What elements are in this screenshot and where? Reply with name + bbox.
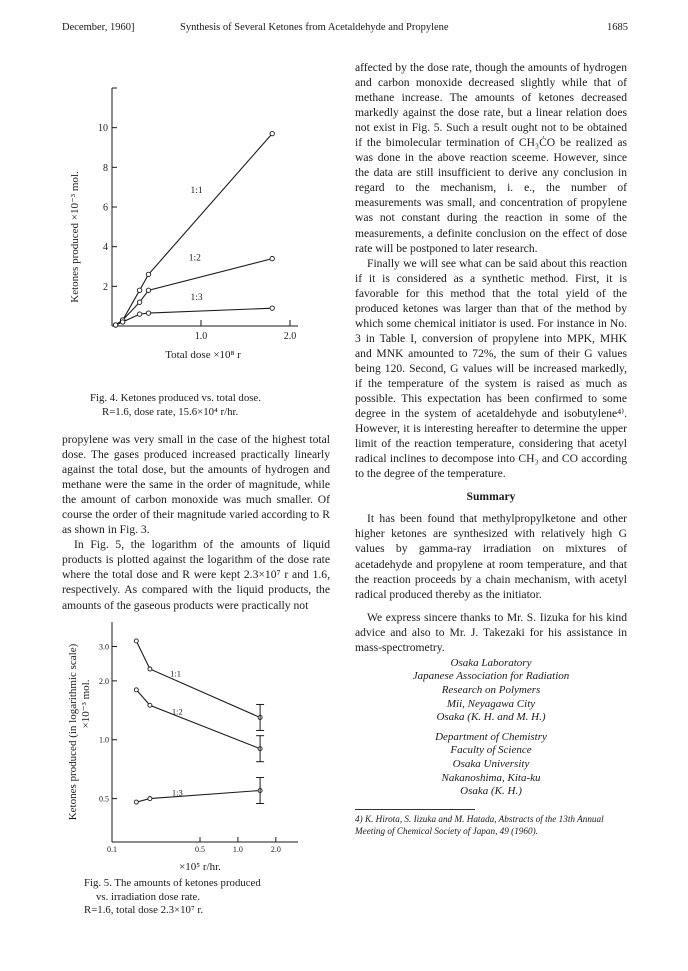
series-label-1-1: 1:1 (170, 668, 182, 679)
y-axis-label: ×10⁻³ mol. (80, 679, 92, 729)
data-point (148, 797, 152, 801)
running-head (62, 22, 628, 38)
series-line-1-3 (136, 791, 260, 803)
series-label-1-3: 1:3 (190, 293, 203, 304)
data-point (113, 323, 117, 327)
series-label-1-3: 1:3 (171, 787, 183, 798)
affiliation-2-line: Faculty of Science (450, 744, 532, 757)
y-axis-label: Ketones produced (in logarithmic scale) (67, 643, 79, 821)
x-tick-label: 2.0 (283, 331, 297, 342)
data-point (270, 131, 274, 135)
series-line-1-2 (136, 690, 260, 749)
x-tick-label: 0.5 (195, 845, 206, 854)
figure-5-caption-mid: vs. irradiation dose rate. (96, 890, 201, 903)
article-title: Synthesis of Several Ketones from Acetaldehyde and Propylene (180, 22, 449, 33)
affiliation-1-line: Research on Polymers (441, 683, 541, 696)
footnote-divider (355, 809, 475, 810)
right-column-text (355, 60, 627, 837)
affiliation-1-line: Mii, Neyagawa City (446, 697, 536, 710)
data-point (120, 320, 124, 324)
data-point (270, 306, 274, 310)
data-point (134, 688, 138, 692)
right-paragraph-2: Finally we will see what can be said about this reaction if it is considered as a synthetic method. First, it is favorable for this method that the total yield of the produced ketones was larger than that of the method by which some chemical initiator is used. For instance in No. 3 in Table I, conversion of propylene into MPK, MHK and MNK amounted to 72%, the sum of their G values being 120. Second, G values will be increased markedly, if the temperature of the system is raised as much as possible. This expectation has been confirmed to some degree in the system of acetaldehyde and isobutylene⁴⁾. However, it is interesting hereafter to determine the upper limit of the reaction temperature, considering that acetyl radical inclines to decompose into CH₃ and CO according to the degree of the temperature. (355, 256, 627, 481)
figure-5-caption-rest: R=1.6, total dose 2.3×10⁷ r. (84, 904, 204, 916)
data-point (137, 312, 141, 316)
left-column-text (62, 432, 330, 613)
affiliation-2-line: Department of Chemistry (435, 730, 547, 743)
data-point (146, 272, 150, 276)
footnote: 4) K. Hirota, S. Iizuka and M. Hatada, Abstracts of the 13th Annual Meeting of Chemical Society of Japan, 49 (1960). (355, 813, 604, 836)
summary-heading: Summary (466, 490, 516, 504)
x-tick-label: 1.0 (194, 331, 208, 342)
figure-5-caption-lead: Fig. 5. The amounts of ketones produced (84, 877, 261, 889)
data-point (148, 703, 152, 707)
data-point (146, 311, 150, 315)
affiliation-1-line: Osaka (K. H. and M. H.) (436, 711, 546, 724)
series-label-1-2: 1:2 (171, 706, 183, 717)
figure-5-chart (62, 614, 332, 889)
data-point (137, 300, 141, 304)
data-point (146, 288, 150, 292)
series-line-1-1 (136, 641, 260, 718)
figure-4-caption (90, 392, 330, 419)
affiliation-1-line: Osaka Laboratory (450, 656, 532, 669)
series-label-1-1: 1:1 (190, 186, 203, 197)
x-axis-label: Total dose ×10⁸ r (165, 349, 241, 361)
x-tick-label: 2.0 (270, 845, 281, 854)
affiliation-2-line: Osaka University (452, 757, 530, 770)
figure-4-caption-rest: R=1.6, dose rate, 15.6×10⁴ r/hr. (102, 405, 239, 418)
y-tick-label: 1.0 (99, 735, 109, 745)
affiliation-2 (355, 731, 627, 799)
data-point (134, 800, 138, 804)
y-tick-label: 4 (103, 242, 108, 254)
y-tick-label: 10 (98, 123, 108, 135)
affiliation-2-line: Nakanoshima, Kita-ku (441, 771, 541, 784)
data-point (148, 667, 152, 671)
figure-4-chart (62, 78, 332, 383)
y-tick-label: 6 (103, 202, 108, 214)
y-tick-label: 0.5 (99, 794, 109, 804)
y-tick-label: 8 (103, 162, 108, 174)
x-tick-label: 1.0 (232, 845, 243, 854)
figure-4-caption-lead: Fig. 4. Ketones produced vs. total dose. (90, 392, 261, 404)
y-tick-label: 3.0 (99, 642, 109, 652)
x-tick-label: 0.1 (107, 845, 117, 854)
page-number: 1685 (607, 22, 628, 33)
y-tick-label: 2 (103, 281, 108, 293)
journal-date: December, 1960] (62, 22, 135, 33)
left-paragraph-1: propylene was very small in the case of the highest total dose. The gases produced increased practically linearly against the total dose, but the amounts of hydrogen and methane were the same in the order of magnitude, while the amount of carbon monoxide was much smaller. Of course the order of their magnitude varied according to R as shown in Fig. 3. (62, 433, 330, 537)
left-paragraph-2: In Fig. 5, the logarithm of the amounts of liquid products is plotted against the logarithm of the dose rate where the total dose and R were kept 2.3×10⁷ r and 1.6, respectively. As compared with the liquid products, the amounts of the gaseous products were practically not (62, 538, 330, 612)
right-paragraph-1: affected by the dose rate, though the amounts of hydrogen and carbon monoxide decreased slightly while that of methane increase. The amounts of ketones decreased markedly against the dose rate, but a linear relation does not exist in Fig. 5. Such a result ought not to be obtained if the bimolecular termination of CH₃ĊO be realized as was done in the above reaction sceeme. However, since the data are still insufficient to derive any conclusion in regard to the mechanism, i. e., the number of measurements was small, and concentration of propylene was not constant during the reaction in some of the measurements, a definite conclusion on the effect of dose rate will be postponed to later research. (355, 61, 627, 255)
affiliation-1-line: Japanese Association for Radiation (412, 670, 570, 683)
data-point (270, 256, 274, 260)
affiliation-1 (355, 657, 627, 725)
y-axis-label: Ketones produced ×10⁻³ mol. (69, 171, 81, 303)
data-point (134, 639, 138, 643)
summary-text: It has been found that methylpropylketone and other higher ketones are synthesized with relatively high G values by gamma-ray irradiation on mixtures of acetadehyde and propylene at room temperature, and that the reaction proceeds by a chain mechanism, with acetyl radical produced thereby as the initiator. (355, 512, 627, 601)
affiliation-2-line: Osaka (K. H.) (460, 785, 522, 798)
y-tick-label: 2.0 (99, 676, 109, 686)
series-label-1-2: 1:2 (188, 253, 201, 264)
data-point (137, 288, 141, 292)
acknowledgement: We express sincere thanks to Mr. S. Iizuka for his kind advice and also to Mr. J. Takezaki for his assistance in mass-spectrometry. (355, 610, 627, 654)
figure-5-caption (84, 877, 330, 918)
x-axis-label: ×10⁵ r/hr. (179, 861, 221, 873)
